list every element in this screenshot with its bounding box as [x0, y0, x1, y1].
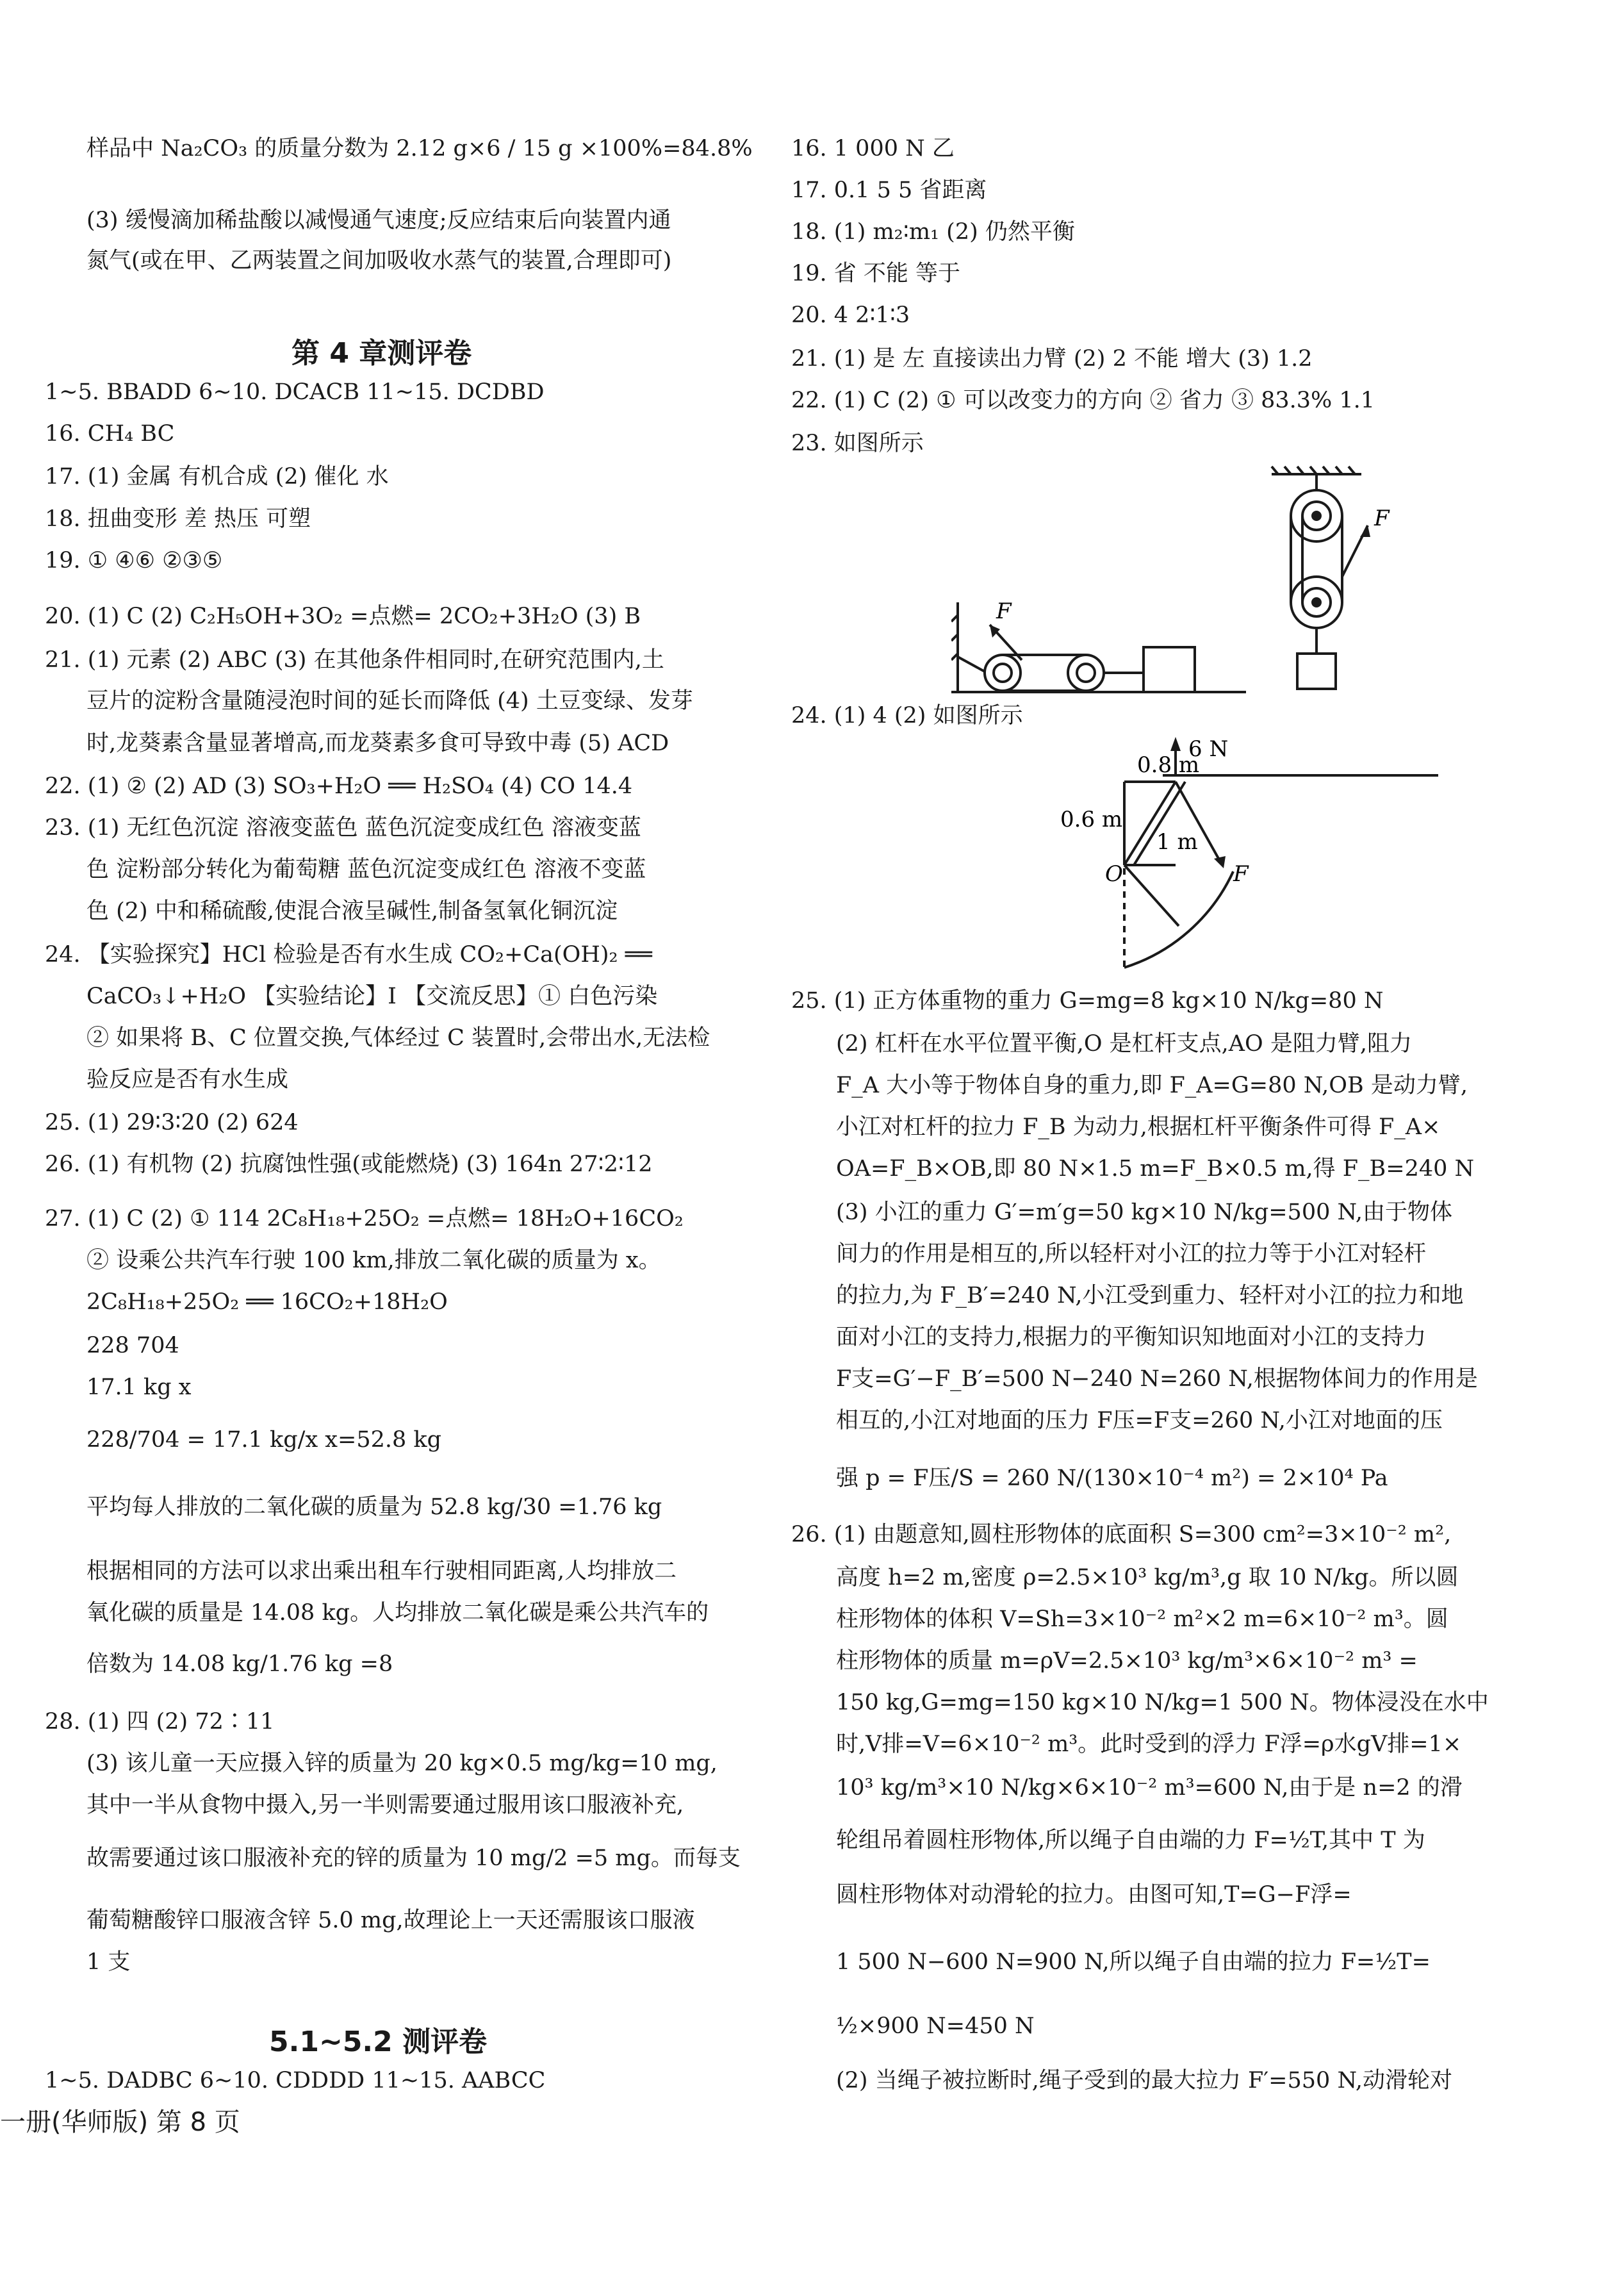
text-line: 1 支 [86, 1949, 131, 1975]
text-line: 相互的,小江对地面的压力 F压=F支=260 N,小江对地面的压 [836, 1408, 1443, 1433]
text-line: 柱形物体的质量 m=ρV=2.5×10³ kg/m³×6×10⁻² m³ = [836, 1648, 1418, 1674]
text-line: 24. 【实验探究】HCl 检验是否有水生成 CO₂+Ca(OH)₂ ══ [45, 942, 652, 968]
text-line: 26. (1) 由题意知,圆柱形物体的底面积 S=300 cm²=3×10⁻² m², [791, 1522, 1452, 1548]
text-line: 的拉力,为 F_B′=240 N,小江受到重力、轻杆对小江的拉力和地 [836, 1283, 1464, 1308]
text-line: 间力的作用是相互的,所以轻杆对小江的拉力等于小江对轻杆 [836, 1241, 1427, 1267]
text-line: 样品中 Na₂CO₃ 的质量分数为 2.12 g×6 / 15 g ×100%=84.8% [86, 136, 753, 161]
section-heading: 第 4 章测评卷 [291, 337, 472, 370]
text-line: (3) 小江的重力 G′=m′g=50 kg×10 N/kg=500 N,由于物体 [836, 1200, 1452, 1225]
text-line: 高度 h=2 m,密度 ρ=2.5×10³ kg/m³,g 取 10 N/kg。所以圆 [836, 1565, 1459, 1590]
text-line: 1 500 N−600 N=900 N,所以绳子自由端的拉力 F=½T= [836, 1949, 1431, 1975]
text-line: 24. (1) 4 (2) 如图所示 [791, 703, 1023, 729]
text-line: 其中一半从食物中摄入,另一半则需要通过服用该口服液补充, [86, 1792, 684, 1818]
text-line: (2) 杠杆在水平位置平衡,O 是杠杆支点,AO 是阻力臂,阻力 [836, 1031, 1412, 1057]
text-line: 圆柱形物体对动滑轮的拉力。由图可知,T=G−F浮= [836, 1882, 1352, 1908]
text-line: 验反应是否有水生成 [86, 1067, 289, 1093]
text-line: 21. (1) 元素 (2) ABC (3) 在其他条件相同时,在研究范围内,土 [45, 647, 664, 673]
text-line: 16. CH₄ BC [45, 421, 175, 447]
text-line: 21. (1) 是 左 直接读出力臂 (2) 2 不能 增大 (3) 1.2 [791, 346, 1313, 372]
text-line: 28. (1) 四 (2) 72∶11 [45, 1709, 275, 1735]
text-line: F支=G′−F_B′=500 N−240 N=260 N,根据物体间力的作用是 [836, 1366, 1478, 1392]
text-line: CaCO₃↓+H₂O 【实验结论】Ⅰ 【交流反思】① 白色污染 [86, 984, 658, 1009]
text-line: 时,V排=V=6×10⁻² m³。此时受到的浮力 F浮=ρ水gV排=1× [836, 1731, 1462, 1757]
dimension-label: 0.6 m [1060, 807, 1123, 832]
text-line: 平均每人排放的二氧化碳的质量为 52.8 kg/30 =1.76 kg [86, 1494, 662, 1520]
text-line: 2C₈H₁₈+25O₂ ══ 16CO₂+18H₂O [86, 1289, 448, 1315]
text-line: 10³ kg/m³×10 N/kg×6×10⁻² m³=600 N,由于是 n=2 的滑 [836, 1775, 1463, 1801]
dimension-label: 0.8 m [1137, 752, 1200, 778]
text-line: 150 kg,G=mg=150 kg×10 N/kg=1 500 N。物体浸没在水中 [836, 1690, 1489, 1715]
text-line: 17. 0.1 5 5 省距离 [791, 177, 987, 203]
text-line: ½×900 N=450 N [836, 2013, 1035, 2039]
text-line: 23. 如图所示 [791, 431, 924, 456]
text-line: (3) 缓慢滴加稀盐酸以减慢通气速度;反应结束后向装置内通 [86, 208, 671, 233]
text-line: 17.1 kg x [86, 1374, 192, 1400]
dimension-label: 6 N [1188, 737, 1229, 762]
text-line: (3) 该儿童一天应摄入锌的质量为 20 kg×0.5 mg/kg=10 mg, [86, 1751, 718, 1776]
text-line: 柱形物体的体积 V=Sh=3×10⁻² m²×2 m=6×10⁻² m³。圆 [836, 1606, 1448, 1632]
force-label: F [1374, 506, 1390, 531]
text-line: 19. ① ④⑥ ②③⑤ [45, 548, 223, 574]
text-line: 故需要通过该口服液补充的锌的质量为 10 mg/2 =5 mg。而每支 [86, 1845, 741, 1871]
text-line: 根据相同的方法可以求出乘出租车行驶相同距离,人均排放二 [86, 1558, 677, 1584]
text-line: ② 设乘公共汽车行驶 100 km,排放二氧化碳的质量为 x。 [86, 1248, 661, 1273]
text-line: ② 如果将 B、C 位置交换,气体经过 C 装置时,会带出水,无法检 [86, 1025, 710, 1051]
text-line: 20. (1) C (2) C₂H₅OH+3O₂ =点燃= 2CO₂+3H₂O (3) B [45, 604, 641, 629]
text-line: (2) 当绳子被拉断时,绳子受到的最大拉力 F′=550 N,动滑轮对 [836, 2068, 1452, 2093]
text-line: 面对小江的支持力,根据力的平衡知识知地面对小江的支持力 [836, 1325, 1427, 1350]
text-line: 17. (1) 金属 有机合成 (2) 催化 水 [45, 464, 389, 490]
text-line: 20. 4 2∶1∶3 [791, 302, 910, 328]
text-line: 228/704 = 17.1 kg/x x=52.8 kg [86, 1427, 442, 1453]
force-label: F [1233, 861, 1249, 887]
text-line: 强 p = F压/S = 260 N/(130×10⁻⁴ m²) = 2×10⁴ Pa [836, 1465, 1388, 1491]
lever-figure [1060, 737, 1470, 980]
pulley-figure [951, 461, 1464, 705]
text-line: 时,龙葵素含量显著增高,而龙葵素多食可导致中毒 (5) ACD [86, 730, 669, 756]
text-line: 葡萄糖酸锌口服液含锌 5.0 mg,故理论上一天还需服该口服液 [86, 1908, 695, 1933]
text-line: 小江对杠杆的拉力 F_B 为动力,根据杠杆平衡条件可得 F_A× [836, 1114, 1441, 1140]
text-line: 23. (1) 无红色沉淀 溶液变蓝色 蓝色沉淀变成红色 溶液变蓝 [45, 815, 641, 841]
text-line: 1~5. DADBC 6~10. CDDDD 11~15. AABCC [45, 2068, 546, 2093]
text-line: 25. (1) 正方体重物的重力 G=mg=8 kg×10 N/kg=80 N [791, 988, 1384, 1014]
pivot-label: O [1105, 861, 1123, 887]
text-line: 27. (1) C (2) ① 114 2C₈H₁₈+25O₂ =点燃= 18H₂O+16CO₂ [45, 1206, 684, 1232]
text-line: 22. (1) C (2) ① 可以改变力的方向 ② 省力 ③ 83.3% 1.1 [791, 388, 1375, 413]
dimension-label: 1 m [1156, 829, 1198, 855]
text-line: 1~5. BBADD 6~10. DCACB 11~15. DCDBD [45, 379, 545, 405]
page-footer: 一册(华师版) 第 8 页 [0, 2108, 240, 2137]
text-line: 26. (1) 有机物 (2) 抗腐蚀性强(或能燃烧) (3) 164n 27∶2∶12 [45, 1151, 653, 1177]
text-line: 18. 扭曲变形 差 热压 可塑 [45, 506, 311, 532]
text-line: 25. (1) 29∶3∶20 (2) 624 [45, 1110, 299, 1135]
text-line: 豆片的淀粉含量随浸泡时间的延长而降低 (4) 土豆变绿、发芽 [86, 688, 693, 714]
text-line: 16. 1 000 N 乙 [791, 136, 955, 161]
text-line: 228 704 [86, 1333, 179, 1358]
text-line: 22. (1) ② (2) AD (3) SO₃+H₂O ══ H₂SO₄ (4) CO 14.4 [45, 773, 633, 799]
text-line: 19. 省 不能 等于 [791, 261, 961, 286]
text-line: 氧化碳的质量是 14.08 kg。人均排放二氧化碳是乘公共汽车的 [86, 1600, 709, 1626]
text-line: 轮组吊着圆柱形物体,所以绳子自由端的力 F=½T,其中 T 为 [836, 1828, 1425, 1853]
text-line: 18. (1) m₂∶m₁ (2) 仍然平衡 [791, 219, 1075, 245]
text-line: OA=F_B×OB,即 80 N×1.5 m=F_B×0.5 m,得 F_B=240 N [836, 1156, 1475, 1182]
force-label: F [996, 598, 1012, 624]
text-line: 氮气(或在甲、乙两装置之间加吸收水蒸气的装置,合理即可) [86, 248, 672, 274]
text-line: 色 淀粉部分转化为葡萄糖 蓝色沉淀变成红色 溶液不变蓝 [86, 857, 646, 882]
section-heading: 5.1~5.2 测评卷 [269, 2026, 488, 2058]
text-line: F_A 大小等于物体自身的重力,即 F_A=G=80 N,OB 是动力臂, [836, 1073, 1468, 1098]
text-line: 倍数为 14.08 kg/1.76 kg =8 [86, 1651, 393, 1677]
text-line: 色 (2) 中和稀硫酸,使混合液呈碱性,制备氢氧化铜沉淀 [86, 898, 618, 924]
